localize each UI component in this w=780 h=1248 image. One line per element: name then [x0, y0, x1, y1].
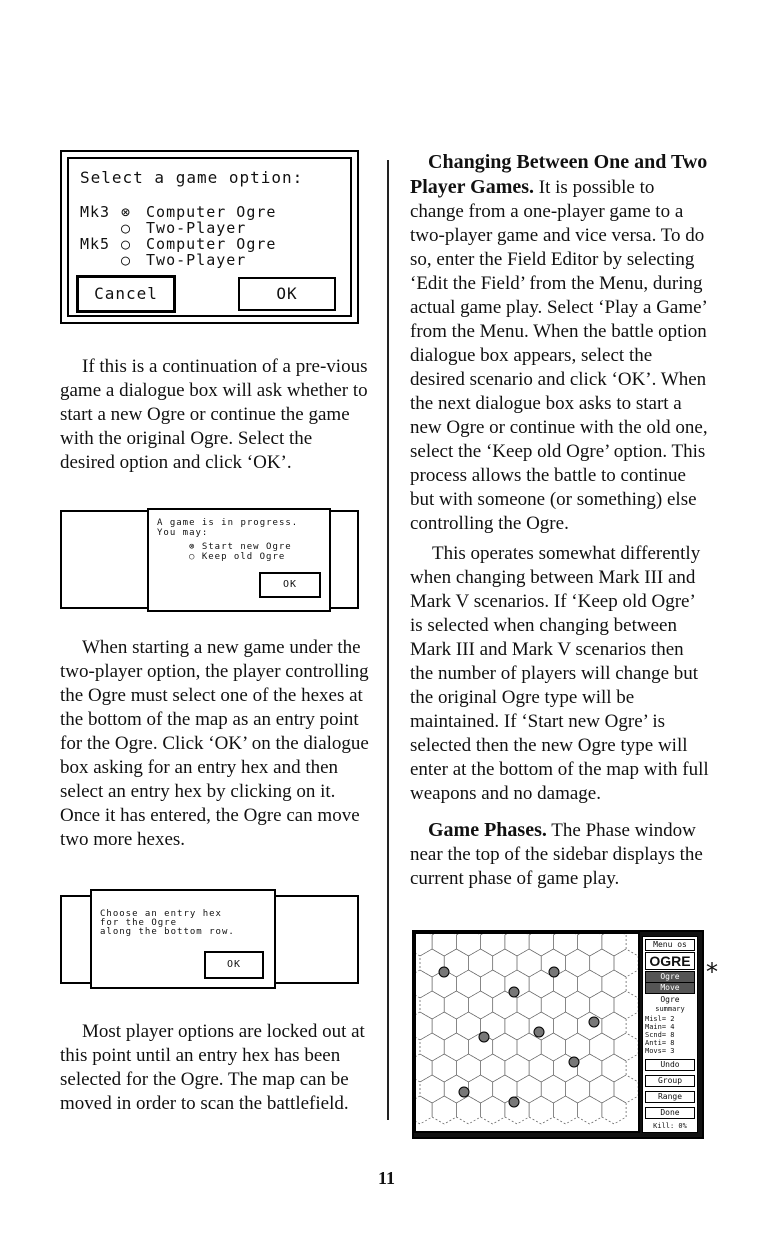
section-heading: Changing Between One and Two Player Games.	[410, 151, 708, 198]
stat-scnd: Scnd= 8	[645, 1031, 675, 1039]
unit-marker	[439, 967, 449, 977]
section-body: The Phase window near the top of the sidebar displays the current phase of game play.	[410, 820, 703, 889]
kills-readout: Kill: 0%	[653, 1122, 687, 1130]
game-screenshot	[412, 930, 704, 1139]
page-number: 11	[378, 1168, 396, 1188]
unit-marker	[569, 1057, 579, 1067]
section-changing-players	[410, 150, 710, 536]
ok-button[interactable]: OK	[204, 951, 264, 979]
unit-marker	[509, 987, 519, 997]
dialog-window	[90, 889, 276, 989]
radio-icon[interactable]: ○	[120, 235, 132, 253]
mk-label: Mk5	[80, 235, 111, 253]
dialog-line: for the Ogre	[100, 918, 178, 928]
phase-window-line: Move	[645, 982, 695, 994]
dialog-line: A game is in progress.	[157, 518, 299, 528]
unit-marker	[589, 1017, 599, 1027]
section-game-phases	[410, 818, 710, 891]
option-row-mk3-computer[interactable]	[80, 204, 276, 220]
unit-marker	[549, 967, 559, 977]
asterisk-marker: *	[706, 958, 718, 986]
entry-hex-dialog	[60, 895, 359, 984]
mk-label: Mk3	[80, 203, 111, 221]
ogre-logo: OGRE	[645, 952, 695, 970]
column-divider	[387, 160, 389, 1120]
cancel-button[interactable]: Cancel	[76, 275, 176, 313]
radio-icon[interactable]: ○	[120, 219, 132, 237]
unit-marker	[509, 1097, 519, 1107]
dialog-line: along the bottom row.	[100, 927, 235, 937]
option-label: Two-Player	[146, 219, 247, 237]
option-row-mk3-two-player[interactable]	[80, 220, 246, 236]
paragraph-mark-differences: This operates somewhat differently when changing between Mark III and Mark V scenarios. If ‘Keep old Ogre’ is selected when changing between Mark III and Mark V scenarios then the number of players will change but the original Ogre type will be maintained. If ‘Start new Ogre’ is selected then the new Ogre type will enter at the bottom of the map with full weapons and no damage.	[410, 543, 709, 804]
keep-old-ogre-option[interactable]: ○ Keep old Ogre	[189, 552, 286, 562]
radio-icon[interactable]: ○	[120, 251, 132, 269]
range-button[interactable]: Range	[645, 1091, 695, 1103]
done-button[interactable]: Done	[645, 1107, 695, 1119]
dialog-title: Select a game option:	[80, 168, 304, 187]
game-in-progress-dialog	[60, 510, 359, 609]
stat-main: Main= 4	[645, 1023, 675, 1031]
section-body: It is possible to change from a one-player game to a two-player game and vice versa. To do so, enter the Field Editor by selecting ‘Edit the Field’ from the Menu, during actual game play. Select ‘Play a Game’ from the Menu. When the battle option dialogue box appears, select the desired scenario and click ‘OK’. When the next dialogue box asks to start a new Ogre or continue with the old one, select the ‘Keep old Ogre’ option. This process allows the battle to continue but with someone (or something) else controlling the Ogre.	[410, 177, 708, 534]
option-row-mk5-computer[interactable]	[80, 236, 276, 252]
ok-button[interactable]: OK	[238, 277, 336, 311]
undo-button[interactable]: Undo	[645, 1059, 695, 1071]
unit-marker	[534, 1027, 544, 1037]
summary-title: Ogre	[660, 995, 680, 1004]
paragraph-continuation: If this is a continuation of a pre-vious game a dialogue box will ask whether to start a new Ogre or continue the game with the original Ogre. Select the desired option and click ‘OK’.	[60, 356, 368, 473]
game-sidebar	[642, 936, 698, 1133]
dialog-line: Choose an entry hex	[100, 909, 222, 919]
section-heading: Game Phases.	[428, 819, 547, 841]
hex-map[interactable]	[414, 932, 640, 1133]
group-button[interactable]: Group	[645, 1075, 695, 1087]
dialog-line: You may:	[157, 528, 209, 538]
menu-button[interactable]: Menu os	[645, 939, 695, 951]
option-label: Computer Ogre	[146, 235, 277, 253]
option-label: Two-Player	[146, 251, 247, 269]
unit-marker	[459, 1087, 469, 1097]
radio-selected-icon[interactable]: ⊗	[120, 203, 132, 221]
stat-anti: Anti= 8	[645, 1039, 675, 1047]
paragraph-locked-options: Most player options are locked out at this point until an entry hex has been selected for the Ogre. The map can be moved in order to scan the battlefield.	[60, 1021, 365, 1114]
unit-marker	[479, 1032, 489, 1042]
summary-subtitle: summary	[655, 1005, 685, 1013]
dialog-window	[147, 508, 331, 612]
phase-window-line: Ogre	[645, 971, 695, 983]
stat-movs: Movs= 3	[645, 1047, 675, 1055]
option-row-mk5-two-player[interactable]	[80, 252, 246, 268]
start-new-ogre-option[interactable]: ⊗ Start new Ogre	[189, 542, 292, 552]
option-label: Computer Ogre	[146, 203, 277, 221]
game-option-dialog	[60, 150, 359, 324]
stat-misl: Misl= 2	[645, 1015, 675, 1023]
ok-button[interactable]: OK	[259, 572, 321, 598]
paragraph-two-player-entry: When starting a new game under the two-player option, the player controlling the Ogre must select one of the hexes at the bottom of the map as an entry point for the Ogre. Click ‘OK’ on the dialogue box asking for an entry hex and then select an entry hex by clicking on it. Once it has entered, the Ogre can move two more hexes.	[60, 637, 369, 850]
